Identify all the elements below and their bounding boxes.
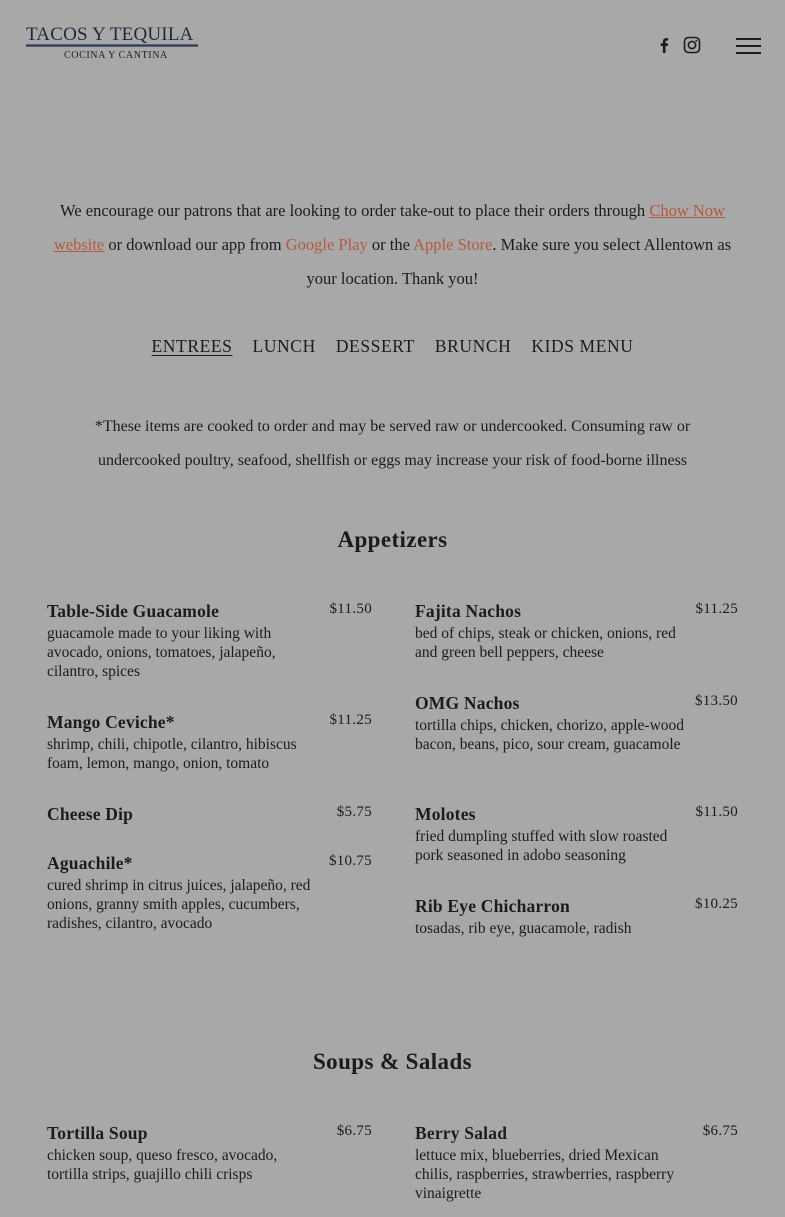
notice-text: We encourage our patrons that are looking to order take-out to place their orders through [60, 201, 650, 220]
notice-text: . Make sure you select Allentown as your location. Thank you! [306, 235, 732, 288]
tab-entrees[interactable]: ENTREES [151, 336, 233, 356]
item-name: Table-Side Guacamole [47, 601, 220, 621]
item-name: Cheese Dip [47, 804, 134, 824]
site-header [0, 0, 785, 90]
item-name: Berry Salad [415, 1123, 508, 1143]
logo-subtitle: COCINA Y CANTINA [64, 50, 168, 61]
takeout-notice [45, 194, 740, 296]
item-description: tosadas, rib eye, guacamole, radish [415, 920, 632, 937]
item-price: $6.75 [702, 1123, 738, 1139]
site-logo[interactable] [26, 24, 201, 64]
item-price: $11.25 [695, 601, 738, 617]
item-price: $10.75 [328, 853, 372, 869]
item-price: $13.50 [694, 693, 738, 709]
item-price: $10.25 [694, 896, 738, 912]
menu-item [47, 711, 372, 773]
section-title-soups-salads: Soups & Salads [312, 1049, 472, 1074]
menu-item [47, 600, 372, 681]
google-play-link[interactable]: Google Play [285, 235, 368, 254]
item-description: fried dumpling stuffed with slow roasted pork seasoned in adobo seasoning [415, 828, 668, 864]
item-description: tortilla chips, chicken, chorizo, apple-wood bacon, beans, pico, sour cream, guacamole [415, 717, 685, 753]
menu-item [415, 895, 738, 938]
item-price: $6.75 [336, 1123, 372, 1139]
item-name: OMG Nachos [415, 693, 520, 713]
notice-text: or download our app from [104, 235, 286, 254]
item-price: $11.50 [329, 601, 372, 617]
menu-item [415, 600, 738, 662]
menu-item [415, 803, 738, 865]
item-name: Rib Eye Chicharron [415, 896, 570, 916]
item-description: cured shrimp in citrus juices, jalapeño, red onions, granny smith apples, cucumbers, radishes, cilantro, avocado [47, 877, 311, 932]
tab-dessert[interactable]: DESSERT [335, 336, 415, 356]
item-name: Molotes [415, 804, 476, 824]
facebook-icon[interactable] [655, 36, 673, 54]
apple-store-link[interactable]: Apple Store [413, 235, 493, 254]
menu-item [415, 1122, 738, 1203]
menu-item [47, 1122, 372, 1184]
raw-food-disclaimer: *These items are cooked to order and may be served raw or undercooked. Consuming raw or undercooked poultry, seafood, shellfish or eggs may increase your risk of food-borne illness [94, 418, 691, 469]
menu-tabs [0, 336, 785, 357]
social-links [655, 36, 701, 56]
notice-text: or the [367, 235, 414, 254]
tab-brunch[interactable]: BRUNCH [434, 336, 512, 356]
item-name: Fajita Nachos [415, 601, 522, 621]
item-description: shrimp, chili, chipotle, cilantro, hibiscus foam, lemon, mango, onion, tomato [47, 736, 297, 772]
item-description: chicken soup, queso fresco, avocado, tortilla strips, guajillo chili crisps [47, 1147, 278, 1183]
item-description: guacamole made to your liking with avocado, onions, tomatoes, jalapeño, cilantro, spices [47, 625, 276, 680]
logo-title: TACOS Y TEQUILA [26, 24, 194, 45]
item-price: $11.25 [329, 712, 372, 728]
instagram-icon[interactable] [683, 36, 701, 54]
item-name: Aguachile* [47, 853, 133, 873]
section-title-appetizers: Appetizers [337, 527, 448, 552]
tab-kids-menu[interactable]: KIDS MENU [531, 336, 634, 356]
menu-item [47, 852, 372, 933]
logo-brush-stroke [26, 44, 198, 47]
hamburger-icon[interactable] [736, 37, 762, 55]
item-name: Tortilla Soup [47, 1123, 148, 1143]
item-description: bed of chips, steak or chicken, onions, red and green bell peppers, cheese [415, 625, 676, 661]
menu-item [415, 692, 738, 754]
item-price: $11.50 [695, 804, 738, 820]
menu-item [47, 803, 372, 825]
item-name: Mango Ceviche* [47, 712, 175, 732]
tab-lunch[interactable]: LUNCH [252, 336, 316, 356]
chow-now-link[interactable]: Chow Now website [53, 201, 725, 254]
item-description: lettuce mix, blueberries, dried Mexican chilis, raspberries, strawberries, raspberry vinaigrette [415, 1147, 675, 1202]
item-price: $5.75 [336, 804, 372, 820]
